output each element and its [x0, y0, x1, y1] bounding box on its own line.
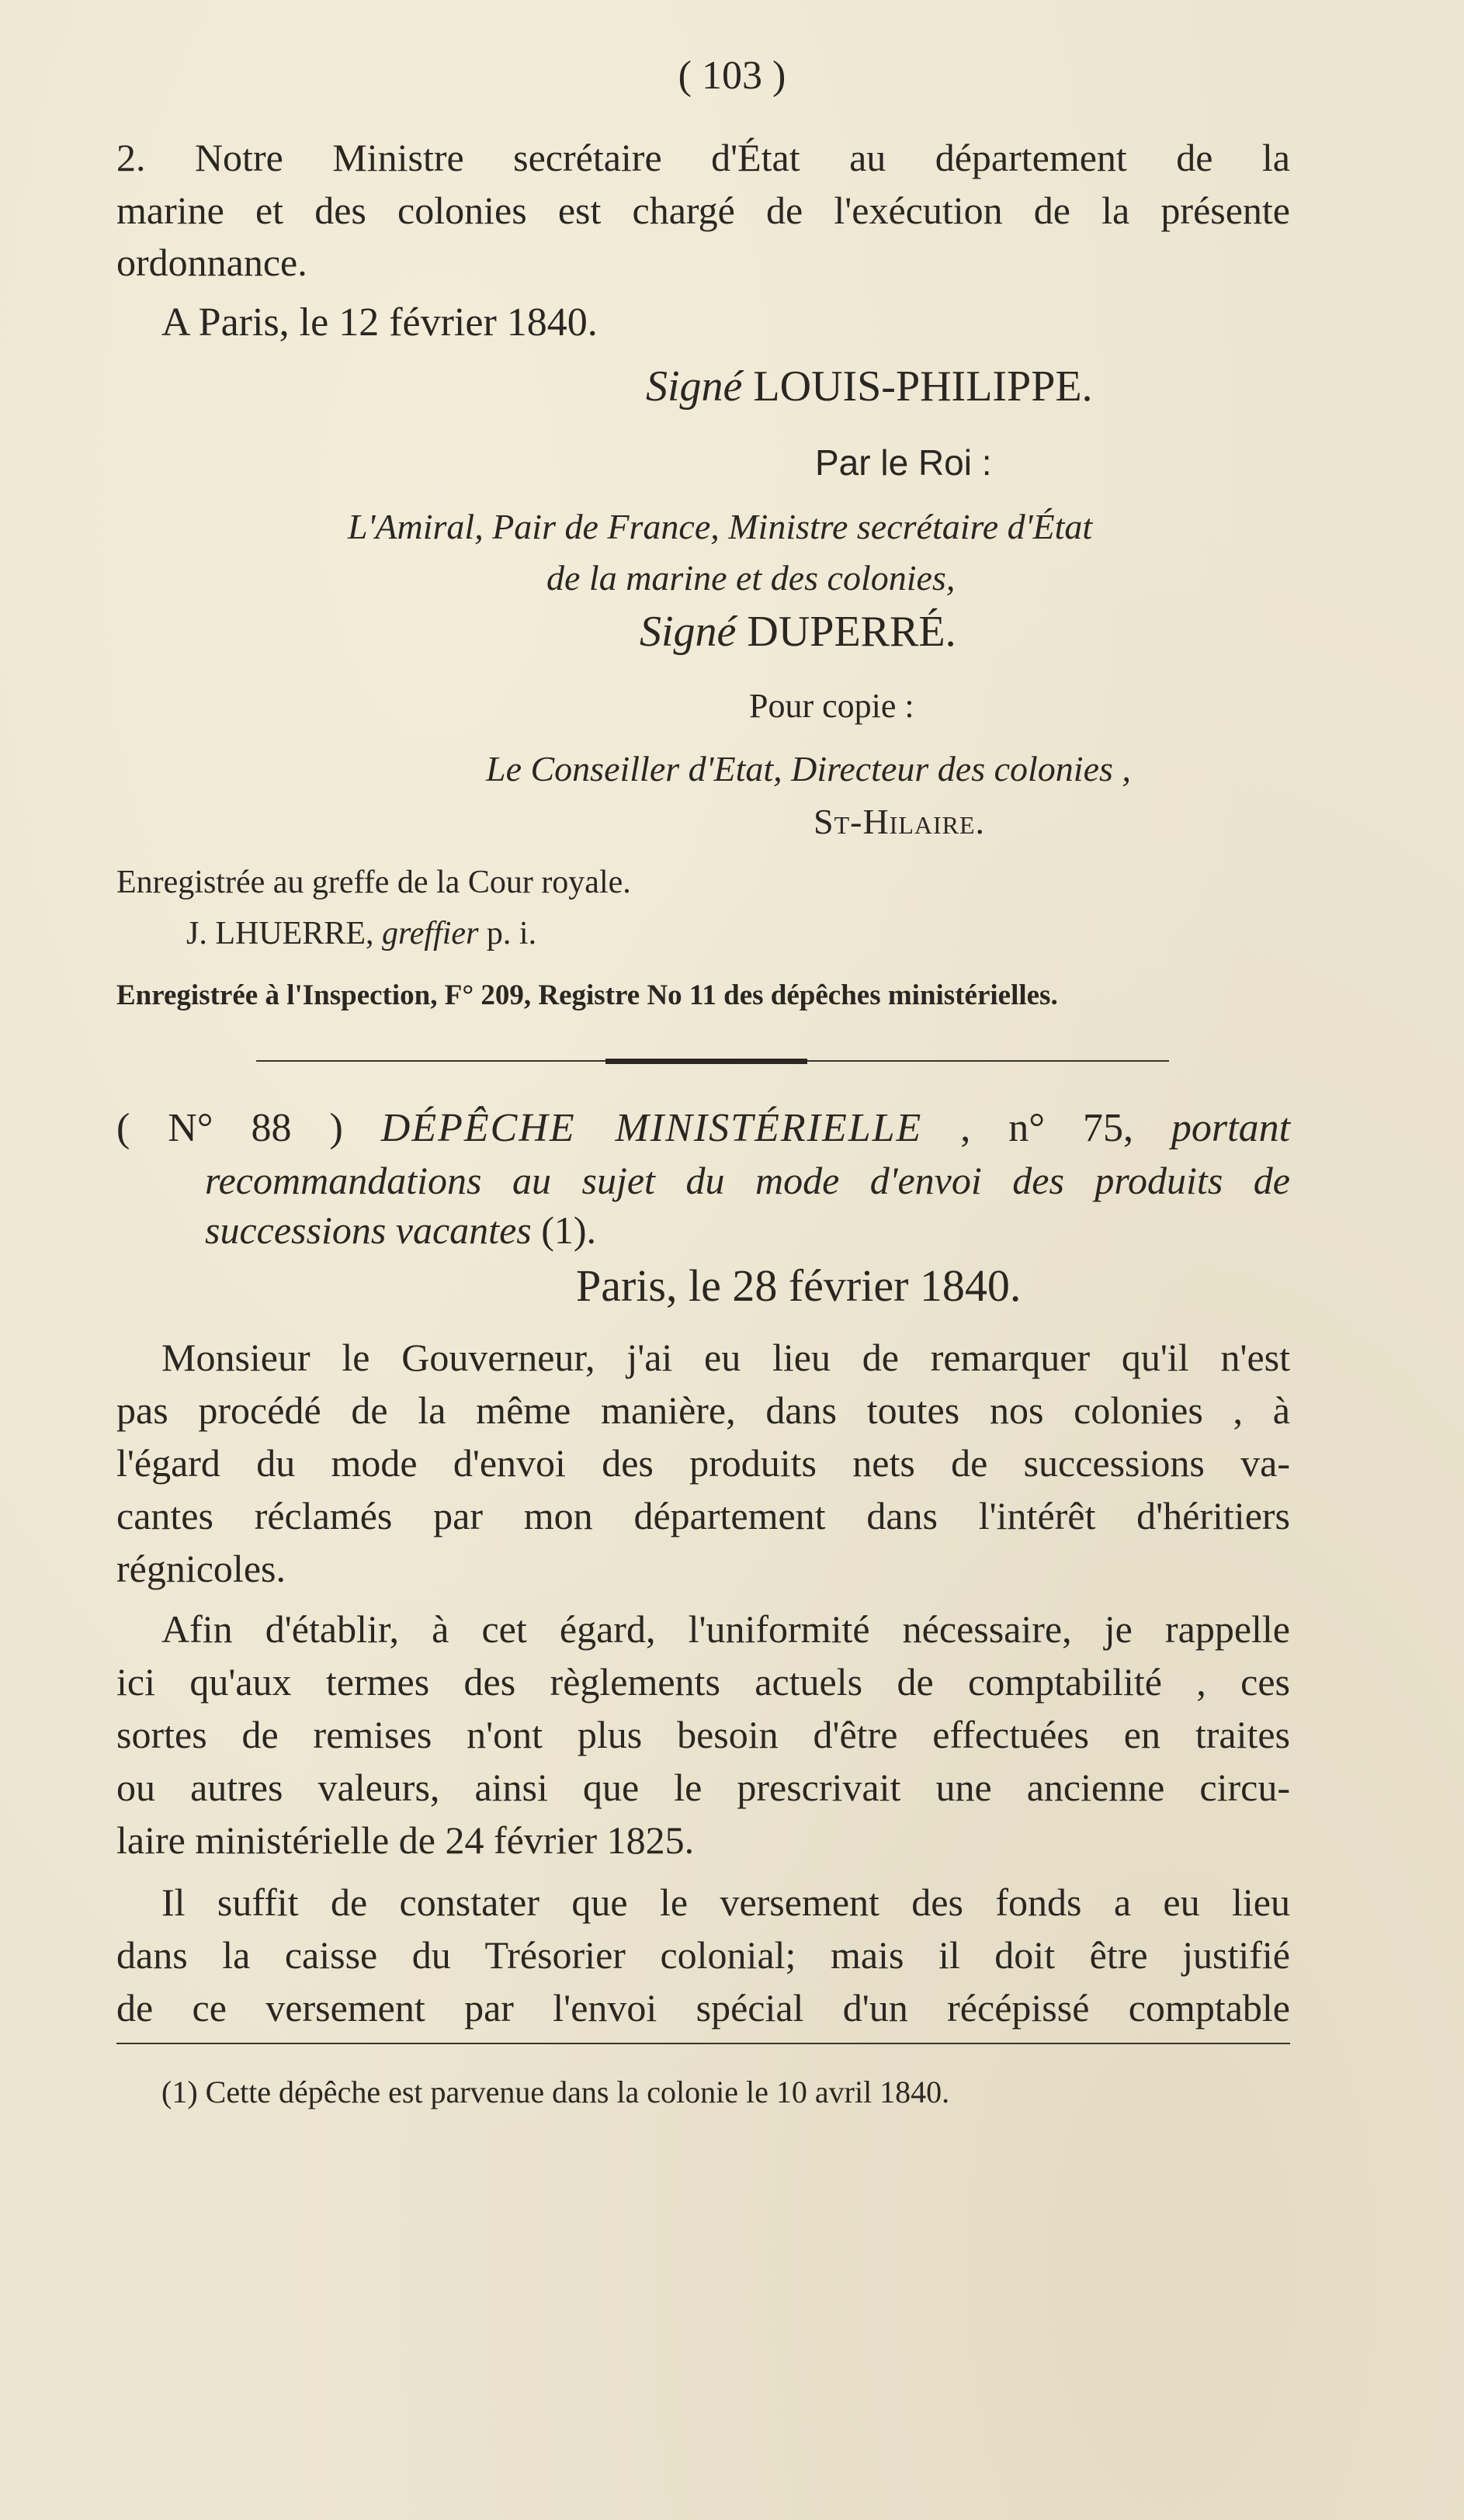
paragraph-line: sortes de remises n'ont plus besoin d'être effectuées en traites — [116, 1713, 1290, 1756]
paragraph-line: dans la caisse du Trésorier colonial; mais il doit être justifié — [116, 1933, 1290, 1977]
clerk-line — [186, 917, 536, 950]
dispatch-subject-line: successions vacantes — [205, 1208, 532, 1252]
dispatch-number: ( N° 88 ) — [116, 1106, 343, 1150]
dispatch-title: DÉPÊCHE MINISTÉRIELLE — [380, 1106, 923, 1150]
king-signature — [646, 362, 1093, 411]
minister-title-line2: de la marine et des colonies, — [546, 558, 956, 598]
by-king: Par le Roi : — [815, 442, 992, 483]
pour-copie: Pour copie : — [749, 687, 914, 725]
article-line: 2. Notre Ministre secrétaire d'État au département de la — [116, 136, 1290, 179]
paragraph-line: pas procédé de la même manière, dans toutes nos colonies , à — [116, 1388, 1290, 1432]
article-line: marine et des colonies est chargé de l'exécution de la présente — [116, 189, 1290, 232]
article-line: ordonnance. — [116, 241, 307, 284]
paragraph-line: Il suffit de constater que le versement des fonds a eu lieu — [161, 1880, 1290, 1924]
clerk-name: J. LHUERRE, — [186, 916, 374, 951]
paragraph-line: l'égard du mode d'envoi des produits nets de successions va- — [116, 1441, 1290, 1485]
dispatch-num-sep: , n° 75, — [960, 1106, 1133, 1150]
section-divider-thick — [605, 1059, 807, 1064]
footnote-text: (1) Cette dépêche est parvenue dans la colonie le 10 avril 1840. — [161, 2075, 950, 2109]
minister-name: DUPERRÉ. — [747, 608, 956, 656]
paragraph-line: cantes réclamés par mon département dans l'intérêt d'héritiers — [116, 1494, 1290, 1537]
dispatch-subject-last — [205, 1208, 597, 1252]
place-date: A Paris, le 12 février 1840. — [161, 300, 598, 345]
registered-court: Enregistrée au greffe de la Cour royale. — [116, 865, 631, 900]
minister-title-line1: L'Amiral, Pair de France, Ministre secrétaire d'État — [348, 507, 1093, 546]
dispatch-date: Paris, le 28 février 1840. — [576, 1260, 1022, 1311]
signed-word: Signé — [640, 608, 737, 656]
conseiller-name: St-Hilaire. — [814, 802, 986, 841]
paragraph-line: laire ministérielle de 24 février 1825. — [116, 1818, 695, 1862]
registered-inspection: Enregistrée à l'Inspection, F° 209, Registre No 11 des dépêches ministérielles. — [116, 979, 1058, 1011]
minister-signature — [640, 608, 956, 656]
dispatch-heading — [116, 1108, 1290, 1149]
clerk-suffix: p. i. — [486, 916, 537, 951]
paragraph-line: de ce versement par l'envoi spécial d'un récépissé comptable — [116, 1986, 1290, 2030]
clerk-title: greffier — [382, 916, 479, 951]
king-name: LOUIS-PHILIPPE. — [753, 362, 1093, 411]
page-number: ( 103 ) — [678, 54, 786, 98]
dispatch-subject-line: recommandations au sujet du mode d'envoi des produits de — [205, 1159, 1290, 1202]
conseiller-line: Le Conseiller d'Etat, Directeur des colonies , — [486, 749, 1131, 789]
dispatch-subject-a: portant — [1171, 1106, 1291, 1150]
footnote-reference: (1). — [541, 1208, 597, 1252]
paragraph-line: ou autres valeurs, ainsi que le prescrivait une ancienne circu- — [116, 1766, 1290, 1809]
signed-word: Signé — [646, 362, 743, 411]
paragraph-line: Monsieur le Gouverneur, j'ai eu lieu de remarquer qu'il n'est — [161, 1336, 1290, 1379]
footnote-rule — [116, 2043, 1290, 2044]
paragraph-line: Afin d'établir, à cet égard, l'uniformité nécessaire, je rappelle — [161, 1607, 1290, 1651]
paragraph-line: régnicoles. — [116, 1547, 286, 1590]
paragraph-line: ici qu'aux termes des règlements actuels de comptabilité , ces — [116, 1660, 1290, 1704]
